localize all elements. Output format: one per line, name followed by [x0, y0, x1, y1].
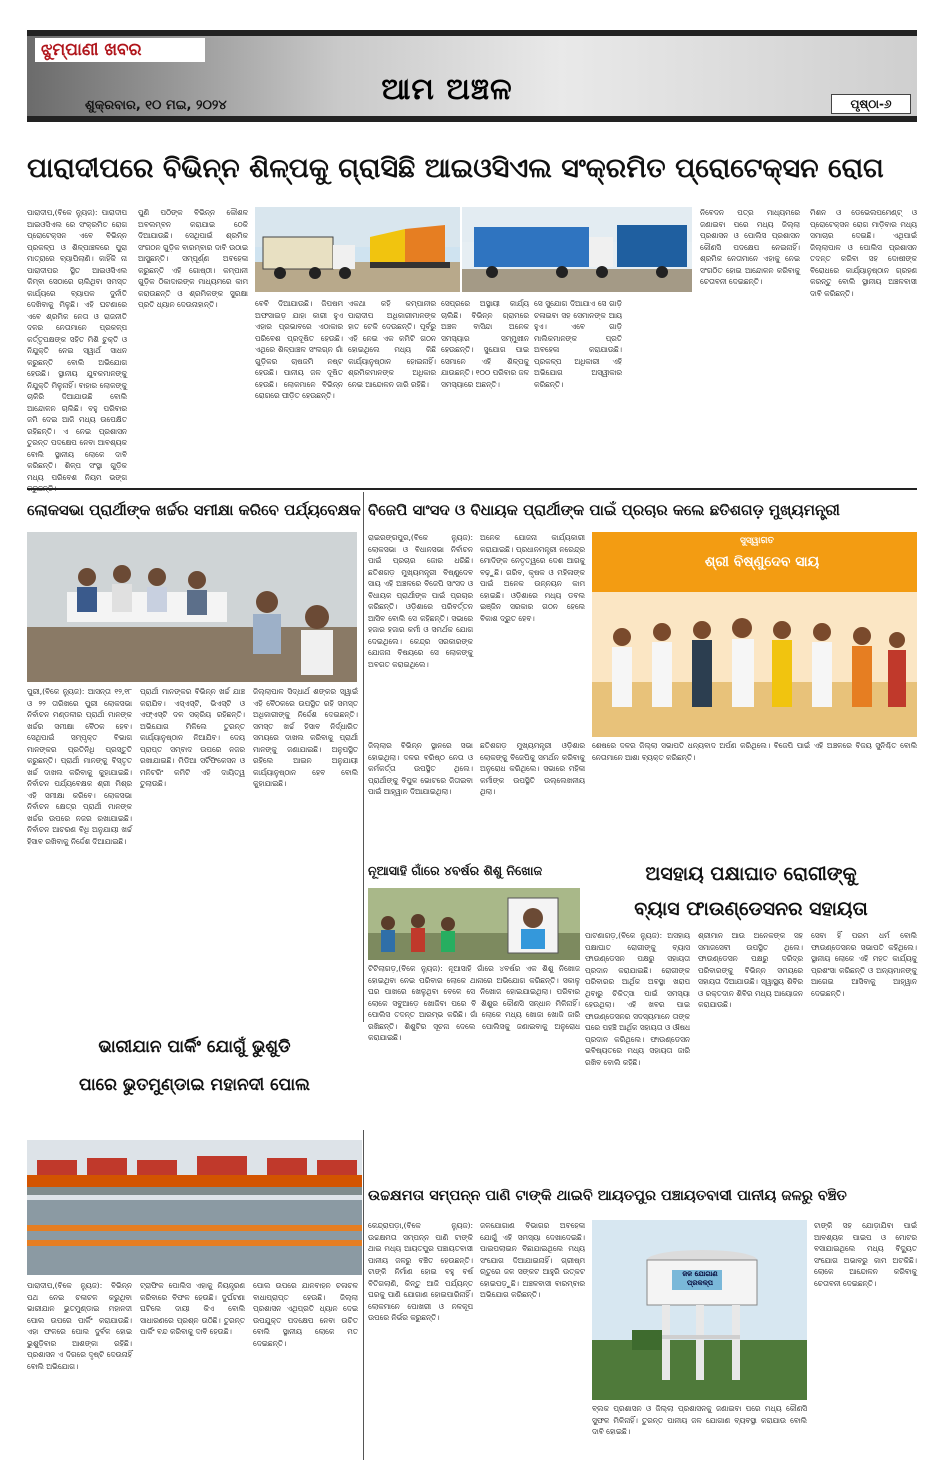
- paralysis-col-2: ଶ୍ରୀମାନ ଆଉ ଅନେକଙ୍କ ସହ ସମାଜସେବୀ ଉପସ୍ଥିତ ଥିଲେ। ଫାଉଣ୍ଡେସନ ପକ୍ଷରୁ ଦରିଦ୍ର ପରିବାରଙ୍କୁ ବିଭିନ୍ନ ସମୟରେ ସହାୟତା ଦିଆଯାଉଛି। ସ୍ୱାସ୍ଥ୍ୟ ଶିବିର ଓ ରକ୍ତଦାନ ଶିବିର ମଧ୍ୟ ଆୟୋଜନ କରାଯାଉଛି।: [698, 931, 803, 1009]
- water-tank-headline: ଉଚ୍ଚକ୍ଷମତା ସମ୍ପନ୍ନ ପାଣି ଟାଙ୍କି ଥାଇବି ଆୟତପୁର ପଞ୍ଚାୟତବାସୀ ପାନୀୟ ଜଳରୁ ବଞ୍ଚିତ: [368, 1188, 847, 1204]
- paradip-col-8: ମିଶନ ଓ ଡେଭେଲପମେଣ୍ଟ୍ ଓ ପ୍ରୋଟେକ୍ସନ ରୋଗ ମାଡ଼ିବାର ମଧ୍ୟ ସମାଚାର ଦେଇଛି। ଏଥିପାଇଁ ଜିଲ୍ଲାପାଳ ଓ ପୋଲିସ ପ୍ରଶାସନ ତଦନ୍ତ କରିବା ସହ ଦୋଷୀଙ୍କ ବିରୋଧରେ କାର୍ଯ୍ୟାନୁଷ୍ଠାନ ଗ୍ରହଣ କରନ୍ତୁ ବୋଲି ସ୍ଥାନୀୟ ଅଞ୍ଚଳବାସୀ ଦାବି କରିଛନ୍ତି।: [810, 208, 917, 298]
- chhattisgarh-col-2: ଅନେକ ଯୋଜନା କାର୍ଯ୍ୟକାରୀ କରାଯାଇଛି। ପ୍ରଧାନମନ୍ତ୍ରୀ ନରେନ୍ଦ୍ର ମୋଦିଙ୍କ ନେତୃତ୍ୱରେ ଦେଶ ଆଗକୁ ବଢ଼ୁଛି। ଗରିବ, କୃଷକ ଓ ମହିଳାଙ୍କ ପାଇଁ ଅନେକ ଉନ୍ନୟନ କାମ ହୋଇଛି। ଓଡ଼ିଶାରେ ମଧ୍ୟ ଡବଲ ଇଞ୍ଜିନ ସରକାର ଗଠନ ହେଲେ ବିକାଶ ଦ୍ରୁତ ହେବ।: [480, 533, 585, 623]
- bridge-headline-line-1: ଭାରୀଯାନ ପାର୍କିଂ ଯୋଗୁଁ ଭୁଶୁଡି: [98, 1037, 291, 1057]
- paradip-col-3: ବେବି ଦିଆଯାଉଛି। ଜିପଷମ ଅଫସାଇଡ଼ ଯାହା କାରୀ ହୁଏ ଏହାର ପ୍ରଭାବରେ ଏଠାକାର ପରିବେଶ ପ୍ରଦୂଷିତ ହେଉଛି। ଏଥିରେ ଶିଳ୍ପାଞ୍ଚଳ ସଂଲଗ୍ନ ଗାଁ ଗୁଡ଼ିକର ଚାଷଜମି ନଷ୍ଟ ହେଉଛି। ପାନୀୟ ଜଳ ଦୂଷିତ ହେଉଛି। ଲୋକମାନେ ବିଭିନ୍ନ ରୋଗରେ ପୀଡ଼ିତ ହେଉଛନ୍ତି।: [255, 299, 343, 400]
- rally-banner-name: ଶ୍ରୀ ବିଷ୍ଣୁଦେବ ସାୟ: [704, 554, 820, 570]
- issue-date: ଶୁକ୍ରବାର, ୧୦ ମଇ, ୨୦୨୪: [85, 98, 227, 113]
- observer-col-3: ଜିଲ୍ଲାପାଳ ସିଦ୍ଧାର୍ଥ ଶଙ୍କର ସ୍ୱାଇଁ ଏହି ବୈଠକରେ ଉପସ୍ଥିତ ରହି ସମସ୍ତ ଅଧିକାରୀଙ୍କୁ ନିର୍ଦ୍ଦେଶ ଦେଇଛନ୍ତି। ସମସ୍ତ ଖର୍ଚ୍ଚ ହିସାବ ନିର୍ଦ୍ଧାରିତ ସମୟରେ ଦାଖଲ କରିବାକୁ ପ୍ରାର୍ଥୀ ମାନଙ୍କୁ ଜଣାଯାଇଛି। ଅନୁପସ୍ଥିତ ରହିଲେ ଆଇନ ଅନୁଯାୟୀ କାର୍ଯ୍ୟାନୁଷ୍ଠାନ ହେବ ବୋଲି କୁହାଯାଇଛି।: [253, 687, 358, 788]
- missing-child-headline: ନୂଆସାହି ଗାଁରେ ୪ବର୍ଷର ଶିଶୁ ନିଖୋଜ: [368, 863, 543, 878]
- paralysis-col-3: ସେବା ହିଁ ପରମ ଧର୍ମ ବୋଲି ଫାଉଣ୍ଡେସନର ସଭାପତି କହିଥିଲେ। ସ୍ଥାନୀୟ ଲୋକେ ଏହି ମହତ କାର୍ଯ୍ୟକୁ ପ୍ରଶଂସା କରିଛନ୍ତି ଓ ଅନ୍ୟମାନଙ୍କୁ ଆଗେଇ ଆସିବାକୁ ଆହ୍ୱାନ ଦେଇଛନ୍ତି।: [811, 931, 917, 998]
- paradip-col-5: ସେପ୍ରରେ ଅସ୍ଥାୟୀ କାର୍ଯ୍ୟ ଚାଲିଛି। ବିଭିନ୍ନ ଗ୍ରାମରେ ଅଞ୍ଚଳ ବାସିନ୍ଦା ଅନେକ ସମସ୍ୟାର ସମ୍ମୁଖୀନ ହେଉଛନ୍ତି। ସୁଯୋଗ ପାଇ ସେମାନେ ଏହି ଶିଳ୍ପକୁ ଯାଉଛନ୍ତି। ୧୦୦ ପରିବାର ଜଳ ସମସ୍ୟାରେ ଅଛନ୍ତି।: [441, 299, 529, 389]
- divider-rule: [27, 488, 917, 490]
- chhattisgarh-col-4: ଛତିଶଗଡ଼ ମୁଖ୍ୟମନ୍ତ୍ରୀ ଓଡ଼ିଶାର ଲୋକଙ୍କୁ ବିଜେପିକୁ ସମର୍ଥନ କରିବାକୁ ଅନୁରୋଧ କରିଥିଲେ। ସଭାରେ ମହିଳା କର୍ମୀଙ୍କ ଉପସ୍ଥିତି ଉଲ୍ଲେଖନୀୟ ଥିଲା।: [480, 741, 585, 796]
- water-col-1: କେନ୍ଦ୍ରାପଡ଼ା,(ବିକେ ନ୍ୟୁଜ): ଉଚ୍ଚକ୍ଷମତା ସମ୍ପନ୍ନ ପାଣି ଟାଙ୍କି ଥାଇ ମଧ୍ୟ ଆୟତପୁର ପଞ୍ଚାୟତବାସୀ ପାନୀୟ ଜଳରୁ ବଞ୍ଚିତ ହେଉଛନ୍ତି। ଟାଙ୍କି ନିର୍ମାଣ ହୋଇ ବହୁ ବର୍ଷ ବିତିଗଲାଣି, କିନ୍ତୁ ଆଜି ପର୍ଯ୍ୟନ୍ତ ଘରକୁ ପାଣି ଯୋଗାଣ ହୋଇପାରିନାହିଁ। ଲୋକମାନେ ପୋଖରୀ ଓ ନଳକୂପ ଉପରେ ନିର୍ଭର କରୁଛନ୍ତି।: [368, 1221, 473, 1322]
- water-col-3: ବ୍ଲକ ପ୍ରଶାସନ ଓ ଜିଲ୍ଲା ପ୍ରଶାସନକୁ ଜଣାଇବା ପରେ ମଧ୍ୟ କୌଣସି ସୁଫଳ ମିଳିନାହିଁ। ତୁରନ୍ତ ପାନୀୟ ଜଳ ଯୋଗାଣ ବ୍ୟବସ୍ଥା କରାଯାଉ ବୋଲି ଦାବି ହୋଇଛି।: [592, 1404, 807, 1436]
- chhattisgarh-col-1: ରାଇରଙ୍ଗପୁର,(ବିକେ ନ୍ୟୁଜ): ଲୋକସଭା ଓ ବିଧାନସଭା ନିର୍ବାଚନ ପାଇଁ ପ୍ରଚାର ଜୋର ଧରିଛି। ଛତିଶଗଡ଼ ମୁଖ୍ୟମନ୍ତ୍ରୀ ବିଷ୍ଣୁଦେବ ସାୟ ଏହି ଅଞ୍ଚଳରେ ବିଜେପି ସାଂସଦ ଓ ବିଧାୟକ ପ୍ରାର୍ଥୀଙ୍କ ପାଇଁ ପ୍ରଚାର କରିଛନ୍ତି। ଓଡ଼ିଶାରେ ପରିବର୍ତ୍ତନ ଆସିବ ବୋଲି ସେ କହିଛନ୍ତି। ସଭାରେ ହଜାର ହଜାର କର୍ମୀ ଓ ସମର୍ଥକ ଯୋଗ ଦେଇଥିଲେ। କେନ୍ଦ୍ର ସରକାରଙ୍କ ଯୋଜନା ବିଷୟରେ ସେ ଲୋକଙ୍କୁ ଅବଗତ କରାଇଥିଲେ।: [368, 533, 473, 669]
- water-col-4: ଟାଙ୍କି ସହ ଯୋଡ଼ାଯିବା ପାଇଁ ଆବଶ୍ୟକ ପାଇପ ଓ ମୋଟର ବସାଯାଇଥିଲେ ମଧ୍ୟ ବିଦ୍ୟୁତ ସଂଯୋଗ ଅଭାବରୁ କାମ ଅଟକିଛି। ଲୋକେ ଆନ୍ଦୋଳନ କରିବାକୁ ଚେତାବନୀ ଦେଇଛନ୍ତି।: [814, 1221, 917, 1288]
- paradip-trucks-photo: [255, 207, 460, 292]
- observer-col-2: ପ୍ରାର୍ଥୀ ମାନଙ୍କର ବିଭିନ୍ନ ଖର୍ଚ୍ଚ ଯାଞ୍ଚ କରାଯିବ। ଏସ୍ଏସ୍‌ଟି, ଭିଏସ୍‌ଟି ଓ ଏଫ୍‌ଏସ୍‌ଟି ଦଳ ସକ୍ରିୟ ରହିଛନ୍ତି। ଅଭିଯୋଗ ମିଳିଲେ ତୁରନ୍ତ କାର୍ଯ୍ୟାନୁଷ୍ଠାନ ନିଆଯିବ। ଦେୟ ପ୍ରାପ୍ତ ସମ୍ବାଦ ଉପରେ ନଜର ରଖାଯାଇଛି। ମିଡିଆ ସର୍ଟିଫିକେସନ ଓ ମନିଟରିଂ କମିଟି ଏହି ଦାୟିତ୍ୱ ତୁଲାଉଛି।: [140, 687, 245, 788]
- paradip-col-4: ଏକଥା କହି କମ୍ପାନୀର ପାରାଦୀପ ଅଧିକାରୀମାନଙ୍କ ହାତ ଟେକି ଦେଉଛନ୍ତି। ପୂର୍ବରୁ ଏହି ନେଇ ଏକ କମିଟି ଗଠନ ହୋଇଥିଲେ ମଧ୍ୟ କିଛି କାର୍ଯ୍ୟାନୁଷ୍ଠାନ ହୋଇନାହିଁ। ଶ୍ରମିକମାନଙ୍କ ଅଧିକାର ନେଇ ଆନ୍ଦୋଳନ ଜାରି ରହିଛି।: [348, 299, 436, 389]
- bottom-column-divider: [363, 1130, 364, 1460]
- paralysis-col-1: ପାଟଣାଗଡ଼,(ବିକେ ନ୍ୟୁଜ): ଅସହାୟ ପକ୍ଷାଘାତ ରୋଗୀଙ୍କୁ ବ୍ୟାସ ଫାଉଣ୍ଡେସନ ପକ୍ଷରୁ ସହାୟତା ପ୍ରଦାନ କରାଯାଇଛି। ରୋଗୀଙ୍କ ପରିବାରର ଆର୍ଥିକ ଅବସ୍ଥା ଖରାପ ଥିବାରୁ ଚିକିତ୍ସା ପାଇଁ ସମସ୍ୟା ହେଉଥିଲା। ଏହି ଖବର ପାଇ ଫାଉଣ୍ଡେସନର ସଦସ୍ୟମାନେ ତାଙ୍କ ଘରେ ପହଞ୍ଚି ଆର୍ଥିକ ସହାୟତା ଓ ଔଷଧ ପ୍ରଦାନ କରିଥିଲେ। ଫାଉଣ୍ଡେସନ ଭବିଷ୍ୟତରେ ମଧ୍ୟ ସହାୟତା ଜାରି ରଖିବ ବୋଲି କହିଛି।: [585, 931, 690, 1067]
- paradip-col-2: ପୁଣି ପଠିଙ୍କ ବିଭିନ୍ନ କୌଶଳ ଅବଲମ୍ବନ କରାଯାଇ ଠେକି ଦିଆଯାଉଛି। ସେଥିପାଇଁ ଶ୍ରମିକ ସଂଗଠନ ଗୁଡ଼ିକ ବାରମ୍ବାର ଦାବି ଉଠାଇ ଆସୁଛନ୍ତି। ସମ୍ପୂର୍ଣ୍ଣ ଅବହେଳା କରୁଛନ୍ତି ଏହି ଗୋଷ୍ଠୀ। କମ୍ପାନୀ ଗୁଡ଼ିକ ଠିକାଦାରଙ୍କ ମାଧ୍ୟମରେ କାମ କରାଉଛନ୍ତି ଓ ଶ୍ରମିକଙ୍କ ସୁରକ୍ଷା ପ୍ରତି ଧ୍ୟାନ ଦେଉନାହାନ୍ତି।: [138, 208, 248, 309]
- chhattisgarh-col-3: ଜିଲ୍ଲାର ବିଭିନ୍ନ ସ୍ଥାନରେ ସଭା ହୋଇଥିଲା। ଦଳର ବରିଷ୍ଠ ନେତା ଓ କର୍ମକର୍ତ୍ତା ଉପସ୍ଥିତ ଥିଲେ। ପ୍ରାର୍ଥୀଙ୍କୁ ବିପୁଳ ଭୋଟରେ ଜିତାଇବା ପାଇଁ ଆହ୍ୱାନ ଦିଆଯାଇଥିଲା।: [368, 741, 473, 796]
- paralysis-headline-line-2: ବ୍ୟାସ ଫାଉଣ୍ଡେସନର ସହାୟତା: [634, 898, 868, 920]
- observer-col-1: ପୁରୀ,(ବିକେ ନ୍ୟୁଜ): ଆସନ୍ତା ୧୨,୧୮ ଓ ୨୨ ତାରିଖରେ ପୁରୀ ଲୋକସଭା ନିର୍ବାଚନ ମଣ୍ଡଳୀର ପ୍ରାର୍ଥୀ ମାନଙ୍କ ଖର୍ଚ୍ଚର ସମୀକ୍ଷା ବୈଠକ ହେବ। ସେଥିପାଇଁ ସମ୍ପୃକ୍ତ ବିଭାଗ ମାନଙ୍କର ପ୍ରତିନିଧି ପ୍ରସ୍ତୁତି କରୁଛନ୍ତି। ପ୍ରାର୍ଥୀ ମାନଙ୍କୁ ବିସ୍ତୃତ ଖର୍ଚ୍ଚ ଦାଖଲ କରିବାକୁ କୁହାଯାଇଛି। ନିର୍ବାଚନ ପର୍ଯ୍ୟବେକ୍ଷକ ଶ୍ରୀ ମିଶ୍ର ଏହି ସମୀକ୍ଷା କରିବେ। ଲୋକସଭା ନିର୍ବାଚନ କ୍ଷେତ୍ର ପ୍ରାର୍ଥୀ ମାନଙ୍କ ଖର୍ଚ୍ଚର ଉପରେ ନଜର ରଖାଯାଇଛି। ନିର୍ବାଚନ ଆଚରଣ ବିଧି ଅନୁଯାୟୀ ଖର୍ଚ୍ଚ ହିସାବ ରଖିବାକୁ ନିର୍ଦ୍ଦେଶ ଦିଆଯାଇଛି।: [27, 687, 132, 846]
- observer-headline: ଲୋକସଭା ପ୍ରାର୍ଥୀଙ୍କ ଖର୍ଚ୍ଚର ସମୀକ୍ଷା କରିବେ ପର୍ଯ୍ୟବେକ୍ଷକ: [27, 501, 361, 519]
- paradip-col-6: ସେ ସୁଯୋଗ ଦିଆଯାଏ ସେ ଗାଡ଼ି ଚଳାଇବା ସହ ସେମାନଙ୍କ ଆୟ ହୁଏ। ଏବେ ଗାଡ଼ି ମାଲିକମାନଙ୍କ ପ୍ରତି ଅବହେଳା କରାଯାଉଛି। ପ୍ରକଳ୍ପ ଅଧିକାରୀ ଏହି ଅଭିଯୋଗ ଅସ୍ୱୀକାର କରିଛନ୍ତି।: [534, 299, 622, 389]
- rally-banner-welcome: ସୁସ୍ୱାଗତ: [740, 536, 774, 546]
- brand-name: ଝୁମ୍ପାଣୀ ଖବର: [35, 38, 205, 62]
- bridge-col-2: ଟ୍ରାଫିକ ପୋଲିସ ଏହାକୁ ନିୟନ୍ତ୍ରଣ କରିବାରେ ବିଫଳ ହେଉଛି। ଦୁର୍ଘଟଣା ଘଟିଲେ ଦାୟୀ କିଏ ବୋଲି ସାଧାରଣରେ ପ୍ରଶ୍ନ ଉଠିଛି। ତୁରନ୍ତ ପାର୍କିଂ ବନ୍ଦ କରିବାକୁ ଦାବି ହେଉଛି।: [140, 1281, 245, 1336]
- water-col-2: ଜଳଯୋଗାଣ ବିଭାଗର ଅବହେଳା ଯୋଗୁଁ ଏହି ସମସ୍ୟା ଦେଖାଦେଇଛି। ପାଇପଲାଇନ ବିଛାଯାଇଥିଲେ ମଧ୍ୟ ସଂଯୋଗ ଦିଆଯାଇନାହିଁ। ଗ୍ରୀଷ୍ମ ଋତୁରେ ଜଳ ସଙ୍କଟ ଆହୁରି ଉତ୍କଟ ହୋଇପଡ଼ୁଛି। ଅଞ୍ଚଳବାସୀ ବାରମ୍ବାର ଅଭିଯୋଗ କରିଛନ୍ତି।: [480, 1221, 585, 1299]
- paradip-headline: ପାରାଦୀପରେ ବିଭିନ୍ନ ଶିଳ୍ପକୁ ଗ୍ରାସିଛି ଆଇଓସିଏଲ ସଂକ୍ରମିତ ପ୍ରୋଟେକ୍ସନ ରୋଗ: [27, 153, 884, 184]
- paradip-col-1: ପାରାଦୀପ,(ବିକେ ନ୍ୟୁଜ): ପାରାଦୀପ ଆଇଓସିଏଲ ରେ ସଂକ୍ରମିତ ରୋଗ ପ୍ରୋଟେକ୍ସନ ଏବେ ବିଭିନ୍ନ ପ୍ରକଳ୍ପ ଓ ଶିଳ୍ପାଞ୍ଚଳରେ ପୁରା ମାତ୍ରାରେ ବ୍ୟାପିଲାଣି। କାହିଁକି ନା ପାରାଦୀପର ସ୍ଥିତ ଆଇଓସିଏଲ କିମ୍ବା ସେଠାରେ ଚାଲିଥିବା ସମସ୍ତ କାର୍ଯ୍ୟରେ ବ୍ୟାପକ ଦୁର୍ନୀତି ଦେଖିବାକୁ ମିଳୁଛି। ଏହି ଘଟଣାରେ ଏବେ ଶ୍ରମିକ ନେତା ଓ ରାଜନୀତି ଦଳର ନେତାମାନେ ପ୍ରକଳ୍ପ କର୍ତ୍ତୃପକ୍ଷଙ୍କ ସହିତ ମିଶି ଚୁକ୍ତି ଓ ନିଯୁକ୍ତି ନେଇ ସ୍ୱାର୍ଥ ସାଧନ କରୁଛନ୍ତି ବୋଲି ଅଭିଯୋଗ ହେଉଛି। ସ୍ଥାନୀୟ ଯୁବକମାନଙ୍କୁ ନିଯୁକ୍ତି ମିଳୁନାହିଁ। ବାହାର ଲୋକଙ୍କୁ ଚାକିରି ଦିଆଯାଉଛି ବୋଲି ଆନ୍ଦୋଳନ ଚାଲିଛି। ବହୁ ପରିବାର ଜମି ଦେଇ ଆଜି ମଧ୍ୟ ଉପେକ୍ଷିତ ରହିଛନ୍ତି। ଏ ନେଇ ପ୍ରଶାସନ ତୁରନ୍ତ ପଦକ୍ଷେପ ନେବା ଆବଶ୍ୟକ ବୋଲି ସ୍ଥାନୀୟ ଲୋକେ ଦାବି କରିଛନ୍ତି। ଶିଳ୍ପ ସଂସ୍ଥା ଗୁଡ଼ିକ ମଧ୍ୟ ପରିବେଶ ନିୟମ ଭଙ୍ଗ: [27, 208, 127, 482]
- masthead: [27, 30, 917, 122]
- bridge-col-1: ପାରାଦୀପ,(ବିକେ ନ୍ୟୁଜ): ବିଭିନ୍ନ ପଥ ନେଇ ଚଳାଚଳ କରୁଥିବା ଭାରୀଯାନ ଭୁତମୁଣ୍ଡାଇ ମହାନଦୀ ପୋଲ ଉପରେ ପାର୍କିଂ କରାଯାଉଛି। ଏହା ଫଳରେ ପୋଲ ଦୁର୍ବଳ ହୋଇ ଭୁଶୁଡ଼ିବାର ଆଶଙ୍କା ରହିଛି। ପ୍ରଶାସନ ଏ ଦିଗରେ ଦୃଷ୍ଟି ଦେଉନାହିଁ ବୋଲି ଅଭିଯୋଗ।: [27, 1281, 132, 1371]
- water-tank-photo: [592, 1220, 807, 1400]
- bridge-trucks-photo: [27, 1140, 362, 1275]
- masthead-top-rule: [27, 30, 917, 36]
- page-number: ପୃଷ୍ଠା-୬: [831, 94, 911, 114]
- column-divider: [363, 492, 364, 1022]
- chhattisgarh-col-5: ଶେଷରେ ଦଳର ଜିଲ୍ଲା ସଭାପତି ଧନ୍ୟବାଦ ଅର୍ପଣ କରିଥିଲେ। ବିଜେପି ପାଇଁ ଏହି ଅଞ୍ଚଳରେ ବିଜୟ ସୁନିଶ୍ଚିତ ବୋଲି ନେତାମାନେ ଆଶା ବ୍ୟକ୍ତ କରିଛନ୍ତି।: [592, 741, 917, 762]
- water-tank-label: ଜଳ ଯୋଗାଣ ପ୍ରକଳ୍ପ: [682, 1270, 718, 1287]
- missing-child-photo: [368, 888, 580, 960]
- missing-child-body: ଟିଟିଲାଗଡ଼,(ବିକେ ନ୍ୟୁଜ): ନୂଆସାହି ଗାଁରେ ୪ବର୍ଷର ଏକ ଶିଶୁ ନିଖୋଜ ହୋଇଥିବା ନେଇ ପରିବାର ଲୋକେ ଥାନାରେ ଅଭିଯୋଗ କରିଛନ୍ତି। ସକାଳୁ ଘର ପାଖରେ ଖେଳୁଥିବା ବେଳେ ସେ ନିଖୋଜ ହୋଇଯାଇଥିଲା। ପରିବାର ଲୋକେ ସବୁଆଡ଼େ ଖୋଜିବା ପରେ ବି ଶିଶୁର କୌଣସି ସନ୍ଧାନ ମିଳିନାହିଁ। ପୋଲିସ ତଦନ୍ତ ଆରମ୍ଭ କରିଛି। ଗାଁ ଲୋକେ ମଧ୍ୟ ଖୋଜା ଖୋଜି ଜାରି ରଖିଛନ୍ତି। ଶିଶୁଟିର ସୂଚନା ଦେଲେ ପୋଲିସକୁ ଜଣାଇବାକୁ ଅନୁରୋଧ କରାଯାଇଛି।: [368, 964, 580, 1042]
- bridge-headline-line-2: ପାରେ ଭୁତମୁଣ୍ଡାଇ ମହାନଦୀ ପୋଲ: [79, 1075, 310, 1095]
- paradip-containers-photo: [462, 207, 692, 292]
- bridge-col-3: ପୋଲ ଉପରେ ଯାନବାହନ ଚଳାଚଳ ବାଧାପ୍ରାପ୍ତ ହେଉଛି। ଜିଲ୍ଲା ପ୍ରଶାସନ ଏଥିପ୍ରତି ଧ୍ୟାନ ଦେଇ ଉପଯୁକ୍ତ ପଦକ୍ଷେପ ନେବା ଉଚିତ ବୋଲି ସ୍ଥାନୀୟ ଲୋକେ ମତ ଦେଇଛନ୍ତି।: [253, 1281, 358, 1348]
- masthead-bottom-rule: [27, 116, 917, 122]
- paralysis-headline-line-1: ଅସହାୟ ପକ୍ଷାଘାତ ରୋଗୀଙ୍କୁ: [645, 863, 857, 885]
- observer-meeting-photo: [27, 532, 357, 682]
- chhattisgarh-rally-photo: [592, 532, 917, 737]
- paradip-col-7: ନିବେଦନ ପତ୍ର ମାଧ୍ୟମରେ ଜଣାଇବା ପରେ ମଧ୍ୟ ଜିଲ୍ଲା ପ୍ରଶାସନ ଓ ପୋଲିସ ପ୍ରଶାସନ କୌଣସି ପଦକ୍ଷେପ ନେଇନାହିଁ। ଶ୍ରମିକ ନେତାମାନେ ଏହାକୁ ନେଇ ସଂଗଠିତ ହୋଇ ଆନ୍ଦୋଳନ କରିବାକୁ ଚେତାବନୀ ଦେଇଛନ୍ତି।: [700, 208, 800, 286]
- section-title: ଆମ ଅଞ୍ଚଳ: [381, 72, 513, 107]
- chhattisgarh-headline: ବିଜେପି ସାଂସଦ ଓ ବିଧାୟକ ପ୍ରାର୍ଥୀଙ୍କ ପାଇଁ ପ୍ରଚାର କଲେ ଛତିଶଗଡ଼ ମୁଖ୍ୟମନ୍ତ୍ରୀ: [368, 501, 840, 519]
